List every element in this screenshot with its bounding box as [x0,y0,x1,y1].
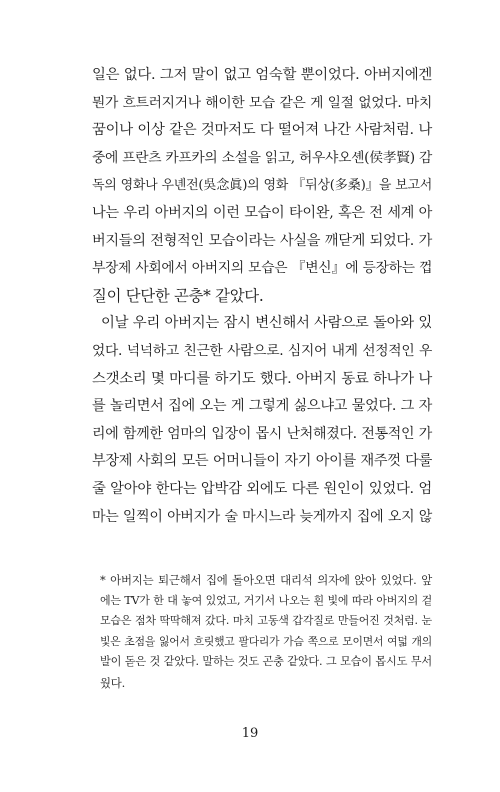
paragraph [92,310,432,531]
footnote [100,570,432,694]
footnote-line: 빛은 초점을 잃어서 흐릿했고 팔다리가 가슴 쪽으로 모이면서 여덟 개의 [100,634,432,648]
text-line: 꿈이나 이상 같은 것마저도 다 떨어져 나간 사람처럼. 나 [92,122,432,139]
paragraph [92,62,432,310]
text-line: 일은 없다. 그저 말이 없고 엄숙할 뿐이었다. 아버지에겐 [92,67,432,83]
footnote-line: * 아버지는 퇴근해서 집에 돌아오면 대리석 의자에 앉아 있었다. 앞 [100,573,432,587]
text-line: 이날 우리 아버지는 잠시 변신해서 사람으로 돌아와 있 [92,315,432,332]
body-text [92,62,432,531]
text-line: 버지들의 전형적인 모습이라는 사실을 깨닫게 되었다. 가 [92,232,432,249]
page-number: 19 [241,726,259,741]
text-line: 나는 우리 아버지의 이런 모습이 타이완, 혹은 전 세계 아 [92,204,432,221]
text-line: 마는 일찍이 아버지가 술 마시느라 늦게까지 집에 오지 않 [92,508,432,525]
footnote-line: 모습은 점차 딱딱해져 갔다. 마치 고동색 갑각질로 만들어진 것처럼. 눈 [100,614,432,628]
text-line: 뭔가 흐트러지거나 해이한 모습 같은 게 일절 없었다. 마치 [92,94,432,111]
footnote-line: 웠다. [100,675,126,690]
text-line: 중에 프란츠 카프카의 소설을 읽고, 허우샤오셴(侯孝賢) 감 [92,149,432,166]
text-line: 를 놀리면서 집에 오는 게 그렇게 싫으냐고 물었다. 그 자 [92,398,432,415]
text-line: 부장제 사회에서 아버지의 모습은 『변신』에 등장하는 껍 [92,260,432,277]
text-line: 었다. 넉넉하고 친근한 사람으로. 심지어 내게 선정적인 우 [92,342,432,359]
text-line: 줄 알아야 한다는 압박감 외에도 다른 원인이 있었다. 엄 [92,480,432,497]
text-line: 독의 영화나 우녠전(吳念眞)의 영화 『뒤상(多桑)』을 보고서 [92,178,432,194]
text-line: 질이 단단한 곤충* 같았다. [92,286,264,305]
text-line: 부장제 사회의 모든 어머니들이 자기 아이를 재주껏 다룰 [92,453,432,470]
footnote-line: 발이 돋은 것 같았다. 말하는 것도 곤충 같았다. 그 모습이 몹시도 무서 [100,655,432,669]
text-line: 스갯소리 몇 마디를 하기도 했다. 아버지 동료 하나가 나 [92,370,432,387]
footnote-line: 에는 TV가 한 대 놓여 있었고, 거기서 나오는 흰 빛에 따라 아버지의 겉 [100,593,432,607]
text-line: 리에 함께한 엄마의 입장이 몹시 난처해졌다. 전통적인 가 [92,425,432,442]
